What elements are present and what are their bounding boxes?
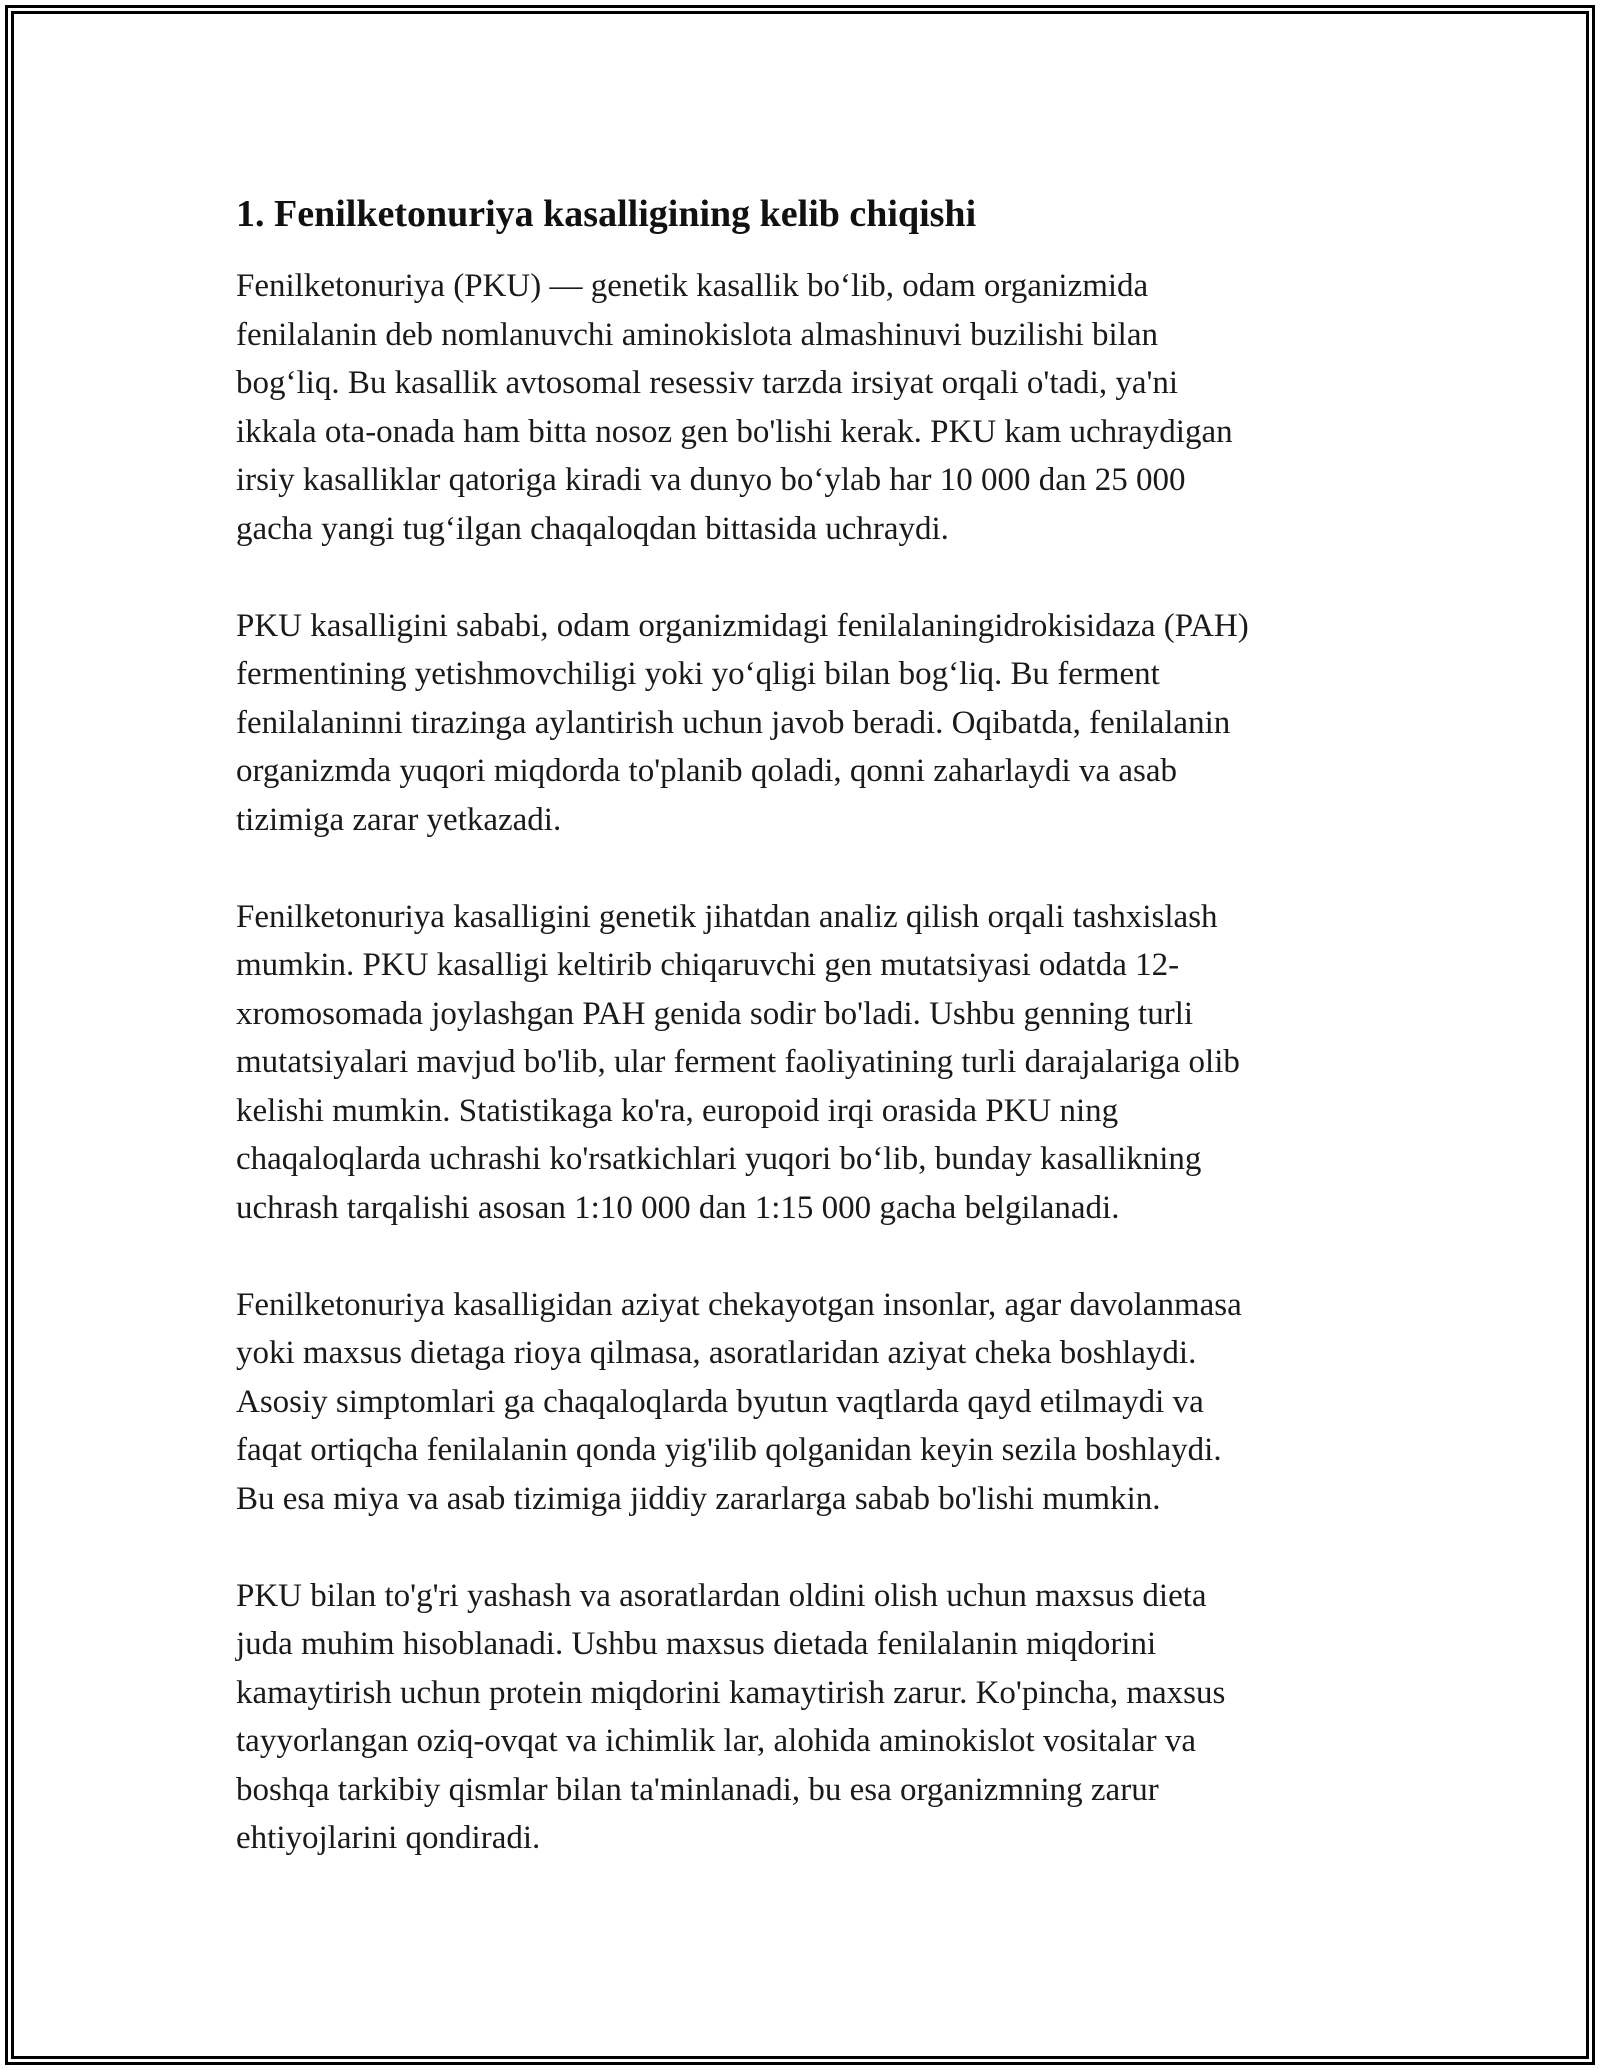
paragraph-genetics: Fenilketonuriya kasalligini genetik jihatdan analiz qilish orqali tashxislash mumkin. PKU kasalligi keltirib chiqaruvchi gen mutatsiyasi odatda 12- xromosomada joylashgan PAH genida sodir bo'ladi. Ushbu genning turli mutatsiyalari mavjud bo'lib, ular ferment faoliyatining turli darajalariga olib kelishi mumkin. Statistikaga ko'ra, europoid irqi orasida PKU ning chaqaloqlarda uchrashi ko'rsatkichlari yuqori bo‘lib, bunday kasallikning uchrash tarqalishi asosan 1:10 000 dan 1:15 000 gacha belgilanadi.: [236, 898, 1240, 1226]
section-heading: 1. Fenilketonuriya kasalligining kelib chiqishi: [236, 193, 977, 235]
paragraph-definition: Fenilketonuriya (PKU) — genetik kasallik bo‘lib, odam organizmida fenilalanin deb nomlanuvchi aminokislota almashinuvi buzilishi bilan bog‘liq. Bu kasallik avtosomal resessiv tarzda irsiyat orqali o'tadi, ya'ni ikkala ota-onada ham bitta nosoz gen bo'lishi kerak. PKU kam uchraydigan irsiy kasalliklar qatoriga kiradi va dunyo bo‘ylab har 10 000 dan 25 000 gacha yangi tug‘ilgan chaqaloqdan bittasida uchraydi.: [236, 268, 1233, 547]
document-body: [236, 186, 1376, 1911]
paragraph-diet: PKU bilan to'g'ri yashash va asoratlardan oldini olish uchun maxsus dieta juda muhim hisoblanadi. Ushbu maxsus dietada fenilalanin miqdorini kamaytirish uchun protein miqdorini kamaytirish zarur. Ko'pincha, maxsus tayyorlangan oziq-ovqat va ichimlik lar, alohida aminokislot vositalar va boshqa tarkibiy qismlar bilan ta'minlanadi, bu esa organizmning zarur ehtiyojlarini qondiradi.: [236, 1577, 1226, 1856]
paragraph-symptoms: Fenilketonuriya kasalligidan aziyat chekayotgan insonlar, agar davolanmasa yoki maxsus dietaga rioya qilmasa, asoratlaridan aziyat cheka boshlaydi. Asosiy simptomlari ga chaqaloqlarda byutun vaqtlarda qayd etilmaydi va faqat ortiqcha fenilalanin qonda yig'ilib qolganidan keyin sezila boshlaydi. Bu esa miya va asab tizimiga jiddiy zararlarga sabab bo'lishi mumkin.: [236, 1286, 1242, 1517]
paragraph-cause: PKU kasalligini sababi, odam organizmidagi fenilalaningidrokisidaza (PAH) fermentining yetishmovchiligi yoki yo‘qligi bilan bog‘liq. Bu ferment fenilalaninni tirazinga aylantirish uchun javob beradi. Oqibatda, fenilalanin organizmda yuqori miqdorda to'planib qoladi, qonni zaharlaydi va asab tizimiga zarar yetkazadi.: [236, 607, 1249, 838]
